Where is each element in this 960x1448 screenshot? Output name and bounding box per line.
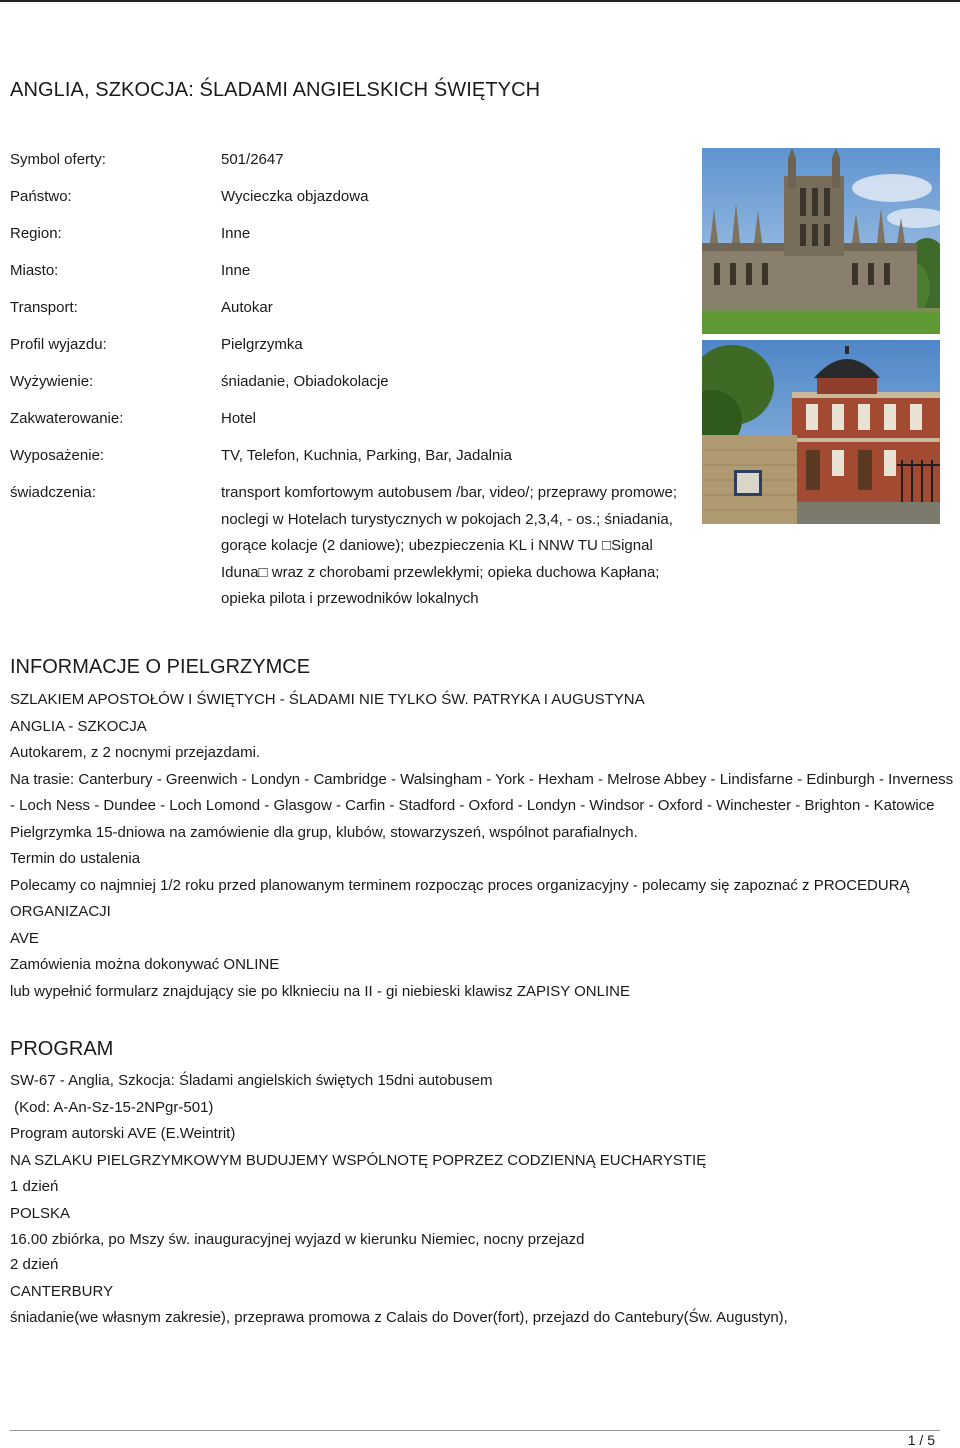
program-heading: PROGRAM <box>10 1038 114 1060</box>
info-block <box>10 687 956 1005</box>
info-line: ANGLIA - SZKOCJA <box>10 717 147 735</box>
program-line: SW-67 - Anglia, Szkocja: Śladami angielskich świętych 15dni autobusem <box>10 1072 493 1089</box>
program-line: 16.00 zbiórka, po Mszy św. inauguracyjnej wyjazd w kierunku Niemiec, nocny przejazd <box>10 1231 585 1248</box>
spec-label: Symbol oferty: <box>10 151 106 168</box>
program-block-day2 <box>10 1252 956 1332</box>
spec-label: Państwo: <box>10 188 72 205</box>
spec-value: Inne <box>221 262 251 279</box>
spec-value: śniadanie, Obiadokolacje <box>221 373 389 390</box>
spec-value: Wycieczka objazdowa <box>221 188 369 205</box>
spec-row-accommodation <box>10 409 700 429</box>
program-block <box>10 1068 956 1254</box>
document-title: ANGLIA, SZKOCJA: ŚLADAMI ANGIELSKICH ŚWIĘTYCH <box>10 79 541 101</box>
spec-label: świadczenia: <box>10 484 96 501</box>
spec-label: Profil wyjazdu: <box>10 336 107 353</box>
info-line: AVE <box>10 929 39 947</box>
spec-value: TV, Telefon, Kuchnia, Parking, Bar, Jadalnia <box>221 447 513 464</box>
spec-value: Hotel <box>221 410 257 427</box>
program-day-place: CANTERBURY <box>10 1282 114 1300</box>
program-day-label: 2 dzień <box>10 1256 59 1273</box>
program-line: NA SZLAKU PIELGRZYMKOWYM BUDUJEMY WSPÓLNOTĘ POPRZEZ CODZIENNĄ EUCHARYSTIĘ <box>10 1151 707 1169</box>
spec-label: Wyżywienie: <box>10 373 94 390</box>
spec-row-region <box>10 224 700 244</box>
info-line: lub wypełnić formularz znajdujący sie po klknieciu na II - gi niebieski klawisz ZAPISY ONLINE <box>10 982 630 1000</box>
observatory-photo <box>702 340 940 524</box>
spec-label: Zakwaterowanie: <box>10 410 124 427</box>
spec-row-meals <box>10 372 700 392</box>
info-line: Pielgrzymka 15-dniowa na zamówienie dla grup, klubów, stowarzyszeń, wspólnot parafialnych. <box>10 823 638 841</box>
info-route: Na trasie: Canterbury - Greenwich - Londyn - Cambridge - Walsingham - York - Hexham - Melrose Abbey - Lindisfarne - Edinburgh - Inverness - Loch Ness - Dundee - Loch Lomond - Glasgow - Carfin - Stadford - Oxford - Londyn - Windsor - Oxford - Winchester - Brighton - Katowice <box>10 770 954 814</box>
program-line: (Kod: A-An-Sz-15-2NPgr-501) <box>10 1098 214 1116</box>
program-day-label: 1 dzień <box>10 1178 59 1195</box>
top-rule <box>0 0 960 2</box>
spec-value: 501/2647 <box>221 151 284 168</box>
offer-spec-table <box>10 150 700 630</box>
spec-label: Region: <box>10 225 62 242</box>
spec-label: Transport: <box>10 299 78 316</box>
info-line: Autokarem, z 2 nocnymi przejazdami. <box>10 744 261 761</box>
spec-row-symbol <box>10 150 700 170</box>
cathedral-photo <box>702 148 940 334</box>
spec-row-country <box>10 187 700 207</box>
spec-value: Inne <box>221 225 251 242</box>
spec-row-transport <box>10 298 700 318</box>
spec-value: Pielgrzymka <box>221 336 303 353</box>
spec-label: Miasto: <box>10 262 59 279</box>
footer-rule <box>10 1430 940 1431</box>
info-heading: INFORMACJE O PIELGRZYMCE <box>10 656 311 678</box>
info-line: Polecamy co najmniej 1/2 roku przed planowanym terminem rozpocząc proces organizacyjny - polecamy się zapoznać z PROCEDURĄ ORGANIZACJI <box>10 876 910 920</box>
spec-row-amenities <box>10 446 700 466</box>
info-line: SZLAKIEM APOSTOŁÓW I ŚWIĘTYCH - ŚLADAMI NIE TYLKO ŚW. PATRYKA I AUGUSTYNA <box>10 691 645 708</box>
info-line: Termin do ustalenia <box>10 850 141 867</box>
program-line: śniadanie(we własnym zakresie), przeprawa promowa z Calais do Dover(fort), przejazd do Cantebury(Św. Augustyn), <box>10 1309 788 1326</box>
program-day-place: POLSKA <box>10 1204 71 1222</box>
spec-row-services <box>10 483 700 613</box>
spec-value: Autokar <box>221 299 273 316</box>
spec-row-city <box>10 261 700 281</box>
spec-row-trip-profile <box>10 335 700 355</box>
spec-label: Wyposażenie: <box>10 447 105 464</box>
program-line: Program autorski AVE (E.Weintrit) <box>10 1125 236 1142</box>
page-number: 1 / 5 <box>907 1432 935 1448</box>
info-line: Zamówienia można dokonywać ONLINE <box>10 956 280 973</box>
spec-value: transport komfortowym autobusem /bar, video/; przeprawy promowe; noclegi w Hotelach turystycznych w pokojach 2,3,4, - os.; śniadania, gorące kolacje (2 daniowe); ubezpieczenia KL i NNW TU □Signal Iduna□ wraz z chorobami przewlekłymi; opieka duchowa Kapłana; opieka pilota i przewodników lokalnych <box>221 484 678 608</box>
